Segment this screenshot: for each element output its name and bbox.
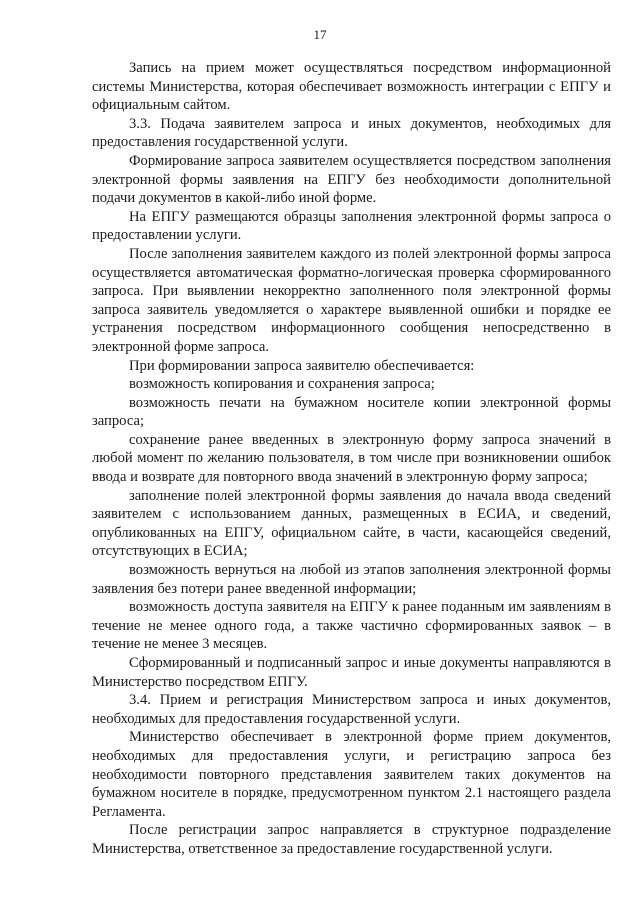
list-item: возможность печати на бумажном носителе копии электронной формы запроса; xyxy=(92,394,611,430)
list-item: сохранение ранее введенных в электронную форму запроса значений в любой момент по желанию пользователя, в том числе при возникновении ошибок ввода и возврате для повторного ввода значений в электронную форму запроса; xyxy=(92,431,611,486)
list-item: возможность копирования и сохранения запроса; xyxy=(129,376,435,393)
paragraph: Сформированный и подписанный запрос и иные документы направляются в Министерство посредством ЕПГУ. xyxy=(92,655,611,690)
page-number: 17 xyxy=(313,27,327,42)
paragraph: На ЕПГУ размещаются образцы заполнения электронной формы запроса о предоставлении услуги. xyxy=(92,208,611,244)
section-heading-3-4: 3.4. Прием и регистрация Министерством запроса и иных документов, необходимых для предоставления государственной услуги. xyxy=(92,692,611,727)
list-item: возможность вернуться на любой из этапов заполнения электронной формы заявления без потери ранее введенной информации; xyxy=(92,562,611,597)
section-heading-3-3: 3.3. Подача заявителем запроса и иных документов, необходимых для предоставления государственной услуги. xyxy=(92,115,611,151)
list-item: заполнение полей электронной формы заявления до начала ввода сведений заявителем с использованием данных, размещенных в ЕСИА, и сведений, опубликованных на ЕПГУ, официальном сайте, в части, касающейся сведений, отсутствующих в ЕСИА; xyxy=(92,487,611,560)
list-item: возможность доступа заявителя на ЕПГУ к ранее поданным им заявлениям в течение не менее одного года, а также частично сформированных заявок – в течение не менее 3 месяцев. xyxy=(92,599,611,653)
list-intro: При формировании запроса заявителю обеспечивается: xyxy=(129,357,475,374)
paragraph: После заполнения заявителем каждого из полей электронной формы запроса осуществляется автоматическая форматно-логическая проверка сформированного запроса. При выявлении некорректно заполненного поля электронной формы запроса заявитель уведомляется о характере выявленной ошибки и порядке ее устранения посредством информационного сообщения непосредственно в электронной форме запроса. xyxy=(92,245,611,355)
document-body xyxy=(92,59,611,859)
paragraph: Формирование запроса заявителем осуществляется посредством заполнения электронной формы заявления на ЕПГУ без необходимости дополнительной подачи документов в какой-либо иной форме. xyxy=(92,152,611,207)
paragraph: После регистрации запрос направляется в структурное подразделение Министерства, ответственное за предоставление государственной услуги. xyxy=(92,822,611,857)
paragraph: Запись на прием может осуществляться посредством информационной системы Министерства, которая обеспечивает возможность интеграции с ЕПГУ и официальным сайтом. xyxy=(92,60,611,114)
paragraph: Министерство обеспечивает в электронной форме прием документов, необходимых для предоставления услуги, и регистрацию запроса без необходимости повторного представления заявителем таких документов на бумажном носителе в порядке, предусмотренном пунктом 2.1 настоящего раздела Регламента. xyxy=(92,729,611,820)
